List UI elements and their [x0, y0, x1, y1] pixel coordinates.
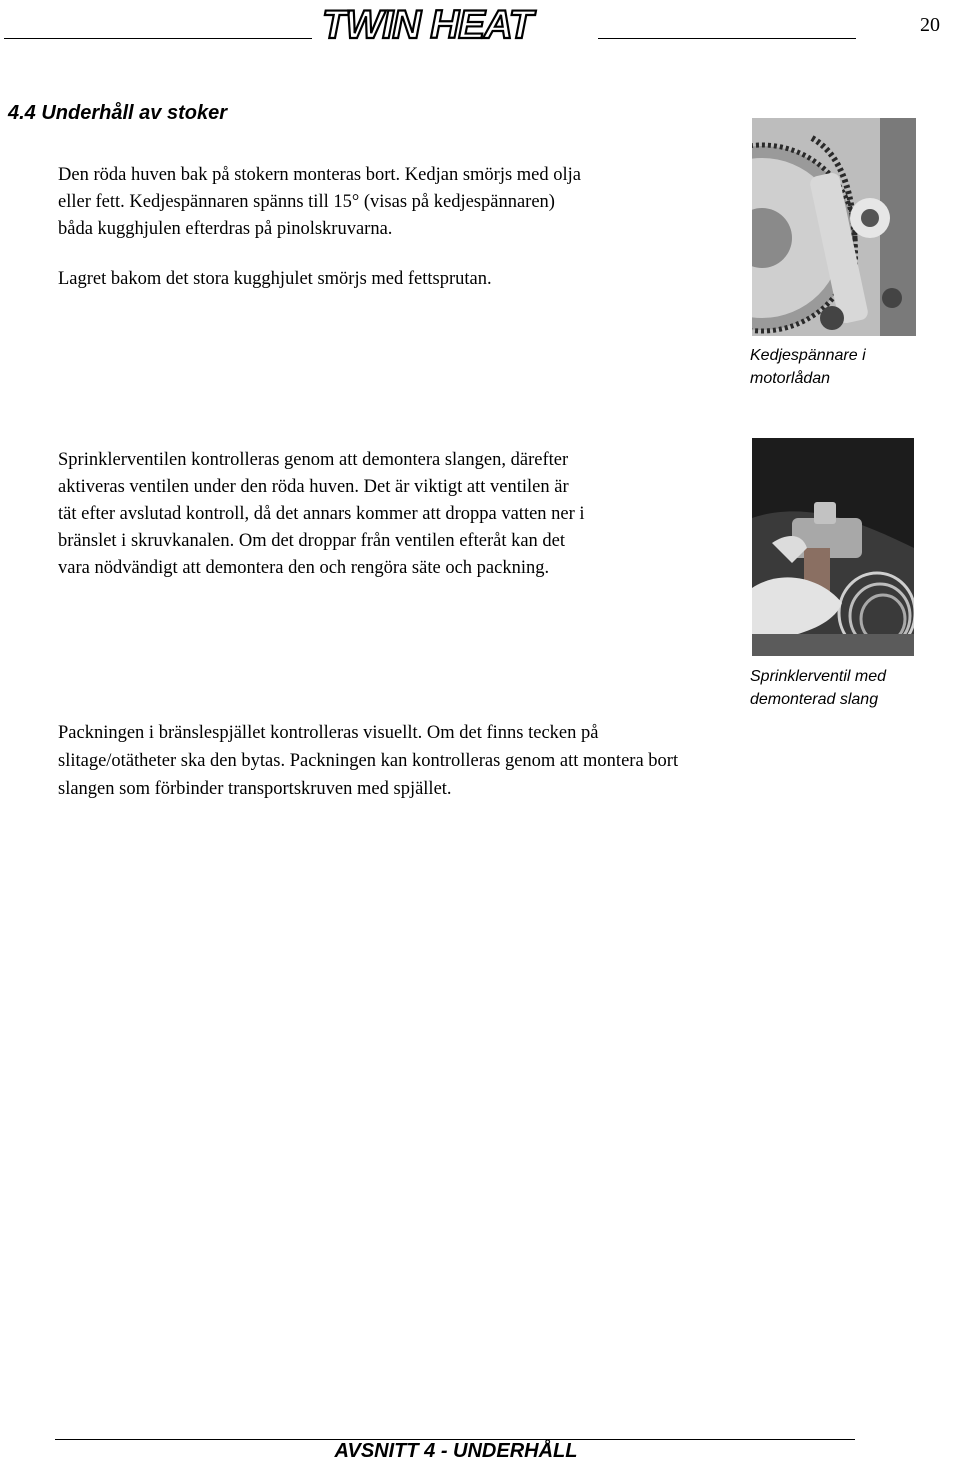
paragraph-line: båda kugghjulen efterdras på pinolskruvarna.: [58, 219, 393, 239]
paragraph-line: vara nödvändigt att demontera den och rengöra säte och packning.: [58, 558, 550, 578]
paragraph-bearing: [58, 266, 492, 293]
caption-sprinkler-valve: [750, 665, 886, 711]
logo-twin: TWIN HEAT: [322, 3, 533, 42]
caption-line: Kedjespännare i: [750, 347, 866, 364]
paragraph-line: slangen som förbinder transportskruven med spjället.: [58, 779, 452, 799]
caption-line: Sprinklerventil med: [750, 668, 887, 685]
sprinkler-valve-photo: [752, 438, 914, 656]
footer-title: AVSNITT 4 - UNDERHÅLL: [334, 1440, 578, 1462]
chain-tensioner-photo: [752, 118, 916, 336]
paragraph-line: Lagret bakom det stora kugghjulet smörjs med fettsprutan.: [58, 269, 492, 289]
paragraph-line: tät efter avslutad kontroll, då det annars kommer att droppa vatten ner i: [58, 504, 585, 524]
paragraph-line: slitage/otätheter ska den bytas. Packningen kan kontrolleras genom att montera bort: [58, 751, 679, 771]
page-number: 20: [920, 14, 940, 36]
caption-line: demonterad slang: [750, 691, 879, 708]
paragraph-line: bränslet i skruvkanalen. Om det droppar från ventilen efteråt kan det: [58, 531, 566, 551]
paragraph-line: eller fett. Kedjespännaren spänns till 15° (visas på kedjespännaren): [58, 192, 555, 212]
paragraph-sprinkler: [58, 447, 585, 582]
header-rule-left: [4, 38, 312, 39]
paragraph-line: Den röda huven bak på stokern monteras bort. Kedjan smörjs med olja: [58, 165, 582, 185]
caption-chain-tensioner: [750, 344, 866, 390]
paragraph-line: Sprinklerventilen kontrolleras genom att demontera slangen, därefter: [58, 450, 569, 470]
paragraph-chain: [58, 162, 581, 243]
paragraph-gasket: [58, 719, 678, 803]
section-heading: 4.4 Underhåll av stoker: [8, 102, 227, 124]
paragraph-line: aktiveras ventilen under den röda huven. Det är viktigt att ventilen är: [58, 477, 569, 497]
paragraph-line: Packningen i bränslespjället kontrolleras visuellt. Om det finns tecken på: [58, 723, 599, 743]
twin-heat-logo: [318, 2, 590, 42]
caption-line: motorlådan: [750, 370, 831, 387]
header-rule-right: [598, 38, 856, 39]
